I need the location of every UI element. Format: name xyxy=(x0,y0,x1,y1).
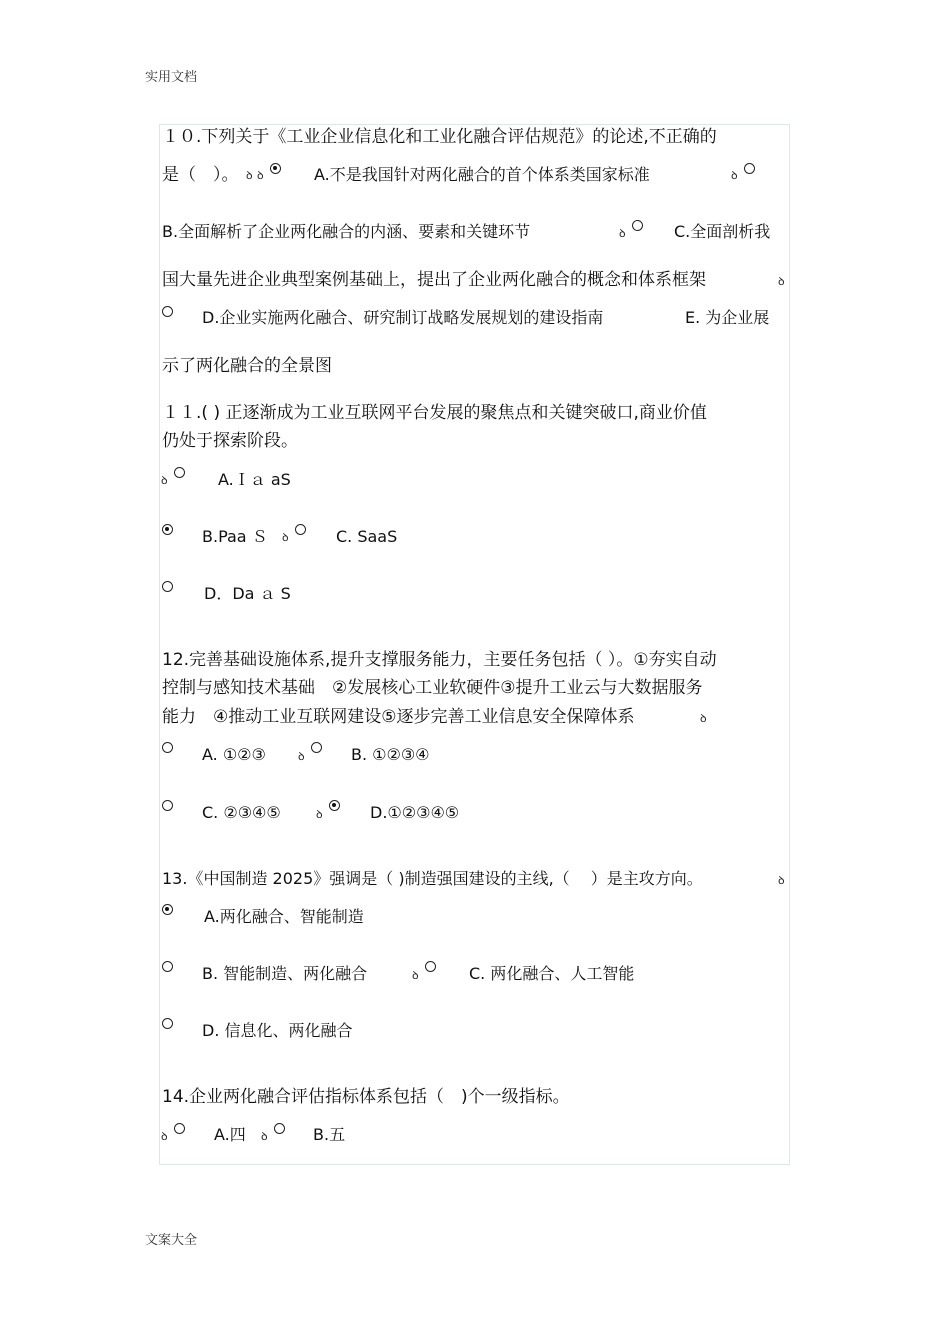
q11-option-b: B.Paa Ｓ xyxy=(202,527,268,546)
q10-option-d: D.企业实施两化融合、研究制订战略发展规划的建设指南 xyxy=(202,308,604,327)
paragraph-mark-icon: ꝺ xyxy=(778,275,785,288)
paragraph-mark-icon: ꝺ xyxy=(316,808,323,821)
q13-option-d: D. 信息化、两化融合 xyxy=(202,1021,353,1040)
paragraph-mark-icon: ꝺ xyxy=(161,474,168,487)
page-header: 实用文档 xyxy=(145,70,198,85)
q13-option-c: C. 两化融合、人工智能 xyxy=(469,964,635,983)
q11-radio-c[interactable] xyxy=(295,524,306,535)
q11-option-a: A.Ｉａ aS xyxy=(218,470,291,489)
q13-radio-a[interactable] xyxy=(162,904,173,915)
paragraph-mark-icon: ꝺ xyxy=(700,712,707,725)
q10-radio-d[interactable] xyxy=(162,306,173,317)
q13-option-a: A.两化融合、智能制造 xyxy=(204,907,364,926)
q12-option-a: A. ①②③ xyxy=(202,745,266,764)
q10-radio-c[interactable] xyxy=(632,220,643,231)
paragraph-mark-icon: ꝺ xyxy=(282,531,289,544)
q12-option-d: D.①②③④⑤ xyxy=(370,803,460,822)
q11-stem-line1: １１.( ) 正逐渐成为工业互联网平台发展的聚焦点和关键突破口,商业价值 xyxy=(162,403,707,423)
paragraph-mark-icon: ꝺ xyxy=(261,1130,268,1143)
q13-radio-c[interactable] xyxy=(425,961,436,972)
q13-option-b: B. 智能制造、两化融合 xyxy=(202,964,368,983)
q12-stem-line1: 12.完善基础设施体系,提升支撑服务能力，主要任务包括（ ）。①夯实自动 xyxy=(162,650,717,670)
q10-stem-line1: １０.下列关于《工业企业信息化和工业化融合评估规范》的论述,不正确的 xyxy=(162,127,717,147)
q13-radio-b[interactable] xyxy=(162,961,173,972)
q12-stem-line3: 能力 ④推动工业互联网建设⑤逐步完善工业信息安全保障体系 xyxy=(162,707,635,727)
q10-radio-a[interactable] xyxy=(270,163,281,174)
paragraph-mark-icon: ꝺ xyxy=(731,169,738,182)
paragraph-mark-icon: ꝺ xyxy=(619,227,626,240)
q11-stem-line2: 仍处于探索阶段。 xyxy=(162,431,298,451)
paragraph-mark-icon: ꝺ xyxy=(246,169,253,182)
q14-radio-a[interactable] xyxy=(174,1123,185,1134)
q10-option-b: B.全面解析了企业两化融合的内涵、要素和关键环节 xyxy=(162,222,531,241)
q10-option-e-cont: 示了两化融合的全景图 xyxy=(162,356,332,376)
q11-radio-d[interactable] xyxy=(162,581,173,592)
q11-radio-b[interactable] xyxy=(162,524,173,535)
q11-radio-a[interactable] xyxy=(174,467,185,478)
q12-option-b: B. ①②③④ xyxy=(351,745,430,764)
q10-option-a: A.不是我国针对两化融合的首个体系类国家标准 xyxy=(314,165,650,184)
q10-option-c: C.全面剖析我 xyxy=(674,222,771,241)
q13-radio-d[interactable] xyxy=(162,1018,173,1029)
paragraph-mark-icon: ꝺ xyxy=(257,169,264,182)
q14-stem: 14.企业两化融合评估指标体系包括（ )个一级指标。 xyxy=(162,1087,570,1107)
paragraph-mark-icon: ꝺ xyxy=(161,1130,168,1143)
paragraph-mark-icon: ꝺ xyxy=(778,874,785,887)
q10-stem-line2: 是（ ）。 xyxy=(162,165,239,185)
q12-radio-c[interactable] xyxy=(162,800,173,811)
q10-option-c-cont: 国大量先进企业典型案例基础上，提出了企业两化融合的概念和体系框架 xyxy=(162,270,706,290)
q12-radio-d[interactable] xyxy=(329,800,340,811)
q14-option-b: B.五 xyxy=(313,1125,346,1144)
q10-radio-b[interactable] xyxy=(744,163,755,174)
q14-radio-b[interactable] xyxy=(274,1123,285,1134)
paragraph-mark-icon: ꝺ xyxy=(412,969,419,982)
q13-stem: 13.《中国制造 2025》强调是（ )制造强国建设的主线,（ ）是主攻方向。 xyxy=(162,869,703,888)
q10-option-e: E. 为企业展 xyxy=(685,308,770,327)
q12-option-c: C. ②③④⑤ xyxy=(202,803,281,822)
q12-radio-a[interactable] xyxy=(162,742,173,753)
q14-option-a: A.四 xyxy=(214,1125,246,1144)
q12-radio-b[interactable] xyxy=(311,742,322,753)
q11-option-d: D．Da ａ S xyxy=(204,584,291,603)
paragraph-mark-icon: ꝺ xyxy=(298,750,305,763)
q12-stem-line2: 控制与感知技术基础 ②发展核心工业软硬件③提升工业云与大数据服务 xyxy=(162,678,703,698)
q11-option-c: C. SaaS xyxy=(336,527,398,546)
page-footer: 文案大全 xyxy=(145,1233,198,1248)
